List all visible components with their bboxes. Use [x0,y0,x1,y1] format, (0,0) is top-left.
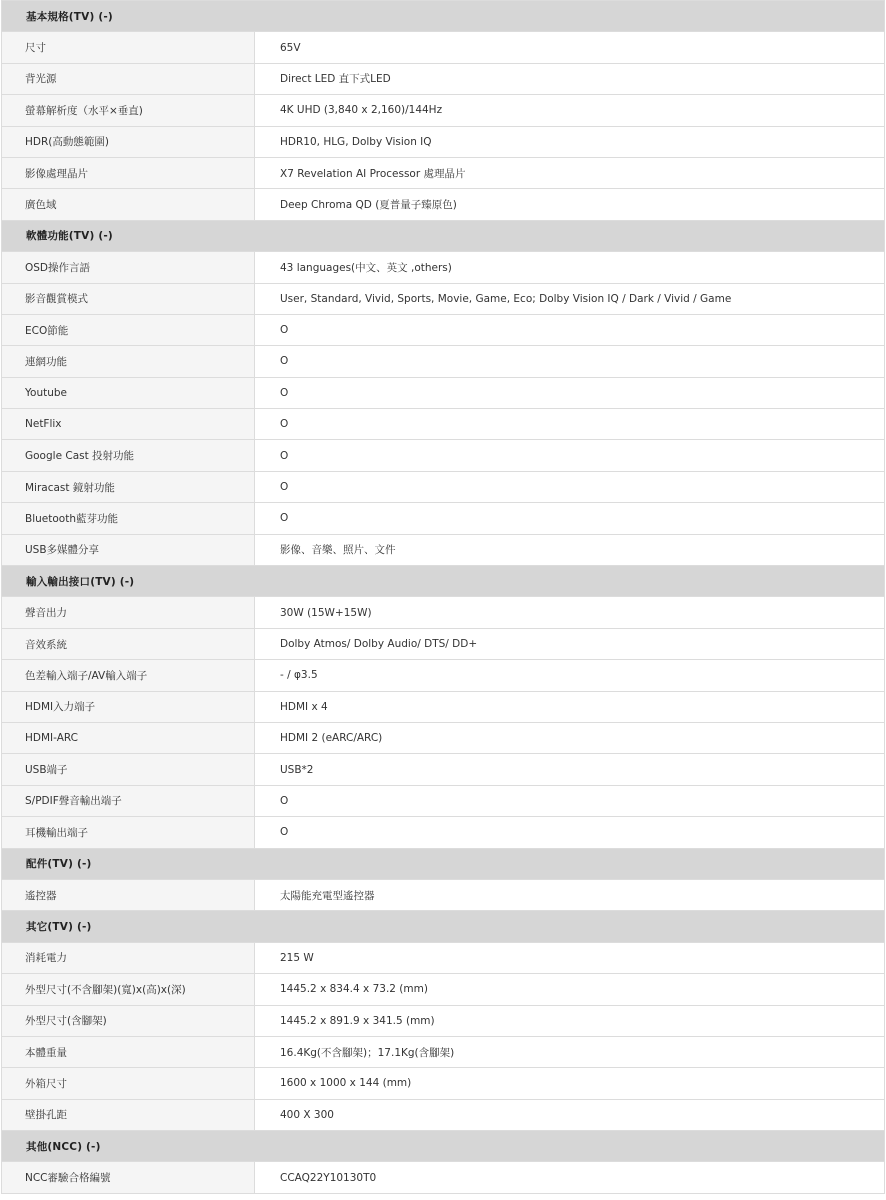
spec-label: HDMI-ARC [2,723,255,753]
section-title: 配件(TV) (-) [26,858,92,871]
spec-row [1,535,885,566]
section-header-ncc[interactable] [1,1131,885,1162]
spec-row [1,660,885,691]
spec-row [1,315,885,346]
section-header-accessories[interactable] [1,849,885,880]
spec-value: O [255,817,884,847]
section-title: 其它(TV) (-) [26,921,92,934]
spec-row [1,158,885,189]
spec-label: 色差輸入端子/AV輸入端子 [2,660,255,690]
spec-row [1,817,885,848]
section-title: 軟體功能(TV) (-) [26,230,113,243]
spec-value: O [255,409,884,439]
spec-row [1,1068,885,1099]
spec-label: 壁掛孔距 [2,1100,255,1130]
spec-label: 外型尺寸(含腳架) [2,1006,255,1036]
section-header-io[interactable] [1,566,885,597]
spec-value: 65V [255,32,884,62]
spec-value: O [255,346,884,376]
spec-label: 外箱尺寸 [2,1068,255,1098]
spec-row [1,409,885,440]
spec-label: 連網功能 [2,346,255,376]
spec-row [1,252,885,283]
spec-label: HDMI入力端子 [2,692,255,722]
section-title: 輸入輸出接口(TV) (-) [26,575,135,588]
spec-value: Direct LED 直下式LED [255,64,884,94]
spec-label: 廣色域 [2,189,255,219]
spec-row [1,64,885,95]
spec-value: 16.4Kg(不含腳架)；17.1Kg(含腳架) [255,1037,884,1067]
spec-row [1,1037,885,1068]
spec-label: USB端子 [2,754,255,784]
spec-row [1,346,885,377]
spec-row [1,189,885,220]
spec-label: 背光源 [2,64,255,94]
spec-label: 尺寸 [2,32,255,62]
spec-label: 音效系統 [2,629,255,659]
spec-value: HDR10, HLG, Dolby Vision IQ [255,127,884,157]
spec-label: 本體重量 [2,1037,255,1067]
spec-row [1,472,885,503]
spec-value: 1445.2 x 834.4 x 73.2 (mm) [255,974,884,1004]
spec-row [1,723,885,754]
spec-value: 30W (15W+15W) [255,597,884,627]
spec-value: User, Standard, Vivid, Sports, Movie, Game, Eco; Dolby Vision IQ / Dark / Vivid / Game [255,284,884,314]
spec-value: Deep Chroma QD (夏普量子臻原色) [255,189,884,219]
spec-value: X7 Revelation AI Processor 處理晶片 [255,158,884,188]
spec-label: 消耗電力 [2,943,255,973]
spec-value: HDMI 2 (eARC/ARC) [255,723,884,753]
spec-value: 400 X 300 [255,1100,884,1130]
spec-label: 聲音出力 [2,597,255,627]
spec-label: S/PDIF聲音輸出端子 [2,786,255,816]
spec-row [1,1162,885,1193]
spec-value: HDMI x 4 [255,692,884,722]
spec-row [1,943,885,974]
spec-value: 4K UHD (3,840 x 2,160)/144Hz [255,95,884,125]
spec-value: O [255,786,884,816]
spec-label: 遙控器 [2,880,255,910]
spec-label: USB多媒體分享 [2,535,255,565]
spec-value: O [255,503,884,533]
spec-value: 影像、音樂、照片、文件 [255,535,884,565]
spec-label: NetFlix [2,409,255,439]
spec-value: 1600 x 1000 x 144 (mm) [255,1068,884,1098]
spec-row [1,503,885,534]
spec-label: Bluetooth藍芽功能 [2,503,255,533]
spec-label: 耳機輸出端子 [2,817,255,847]
spec-value: O [255,315,884,345]
spec-row [1,95,885,126]
spec-value: O [255,378,884,408]
spec-value: - / φ3.5 [255,660,884,690]
spec-value: 太陽能充電型遙控器 [255,880,884,910]
spec-value: 43 languages(中文、英文 ,others) [255,252,884,282]
section-title: 其他(NCC) (-) [26,1140,101,1153]
spec-label: Google Cast 投射功能 [2,440,255,470]
spec-row [1,754,885,785]
spec-value: O [255,440,884,470]
spec-value: Dolby Atmos/ Dolby Audio/ DTS/ DD+ [255,629,884,659]
spec-label: NCC審驗合格編號 [2,1162,255,1192]
spec-value: 1445.2 x 891.9 x 341.5 (mm) [255,1006,884,1036]
spec-label: OSD操作言語 [2,252,255,282]
spec-row [1,974,885,1005]
spec-table [1,0,885,1194]
spec-row [1,127,885,158]
spec-value: 215 W [255,943,884,973]
spec-label: 影音觀賞模式 [2,284,255,314]
section-header-software[interactable] [1,221,885,252]
spec-row [1,1100,885,1131]
spec-row [1,629,885,660]
spec-label: Youtube [2,378,255,408]
spec-row [1,1006,885,1037]
spec-row [1,284,885,315]
spec-label: 螢幕解析度（水平×垂直) [2,95,255,125]
spec-value: USB*2 [255,754,884,784]
section-title: 基本規格(TV) (-) [26,10,113,23]
spec-value: CCAQ22Y10130T0 [255,1162,884,1192]
spec-value: O [255,472,884,502]
section-header-basic[interactable] [1,1,885,32]
spec-row [1,32,885,63]
spec-label: 影像處理晶片 [2,158,255,188]
spec-label: 外型尺寸(不含腳架)(寬)x(高)x(深) [2,974,255,1004]
spec-row [1,597,885,628]
spec-row [1,880,885,911]
section-header-other[interactable] [1,911,885,942]
spec-row [1,692,885,723]
spec-row [1,378,885,409]
spec-label: HDR(高動態範圍) [2,127,255,157]
spec-label: ECO節能 [2,315,255,345]
spec-row [1,786,885,817]
spec-row [1,440,885,471]
spec-label: Miracast 鏡射功能 [2,472,255,502]
